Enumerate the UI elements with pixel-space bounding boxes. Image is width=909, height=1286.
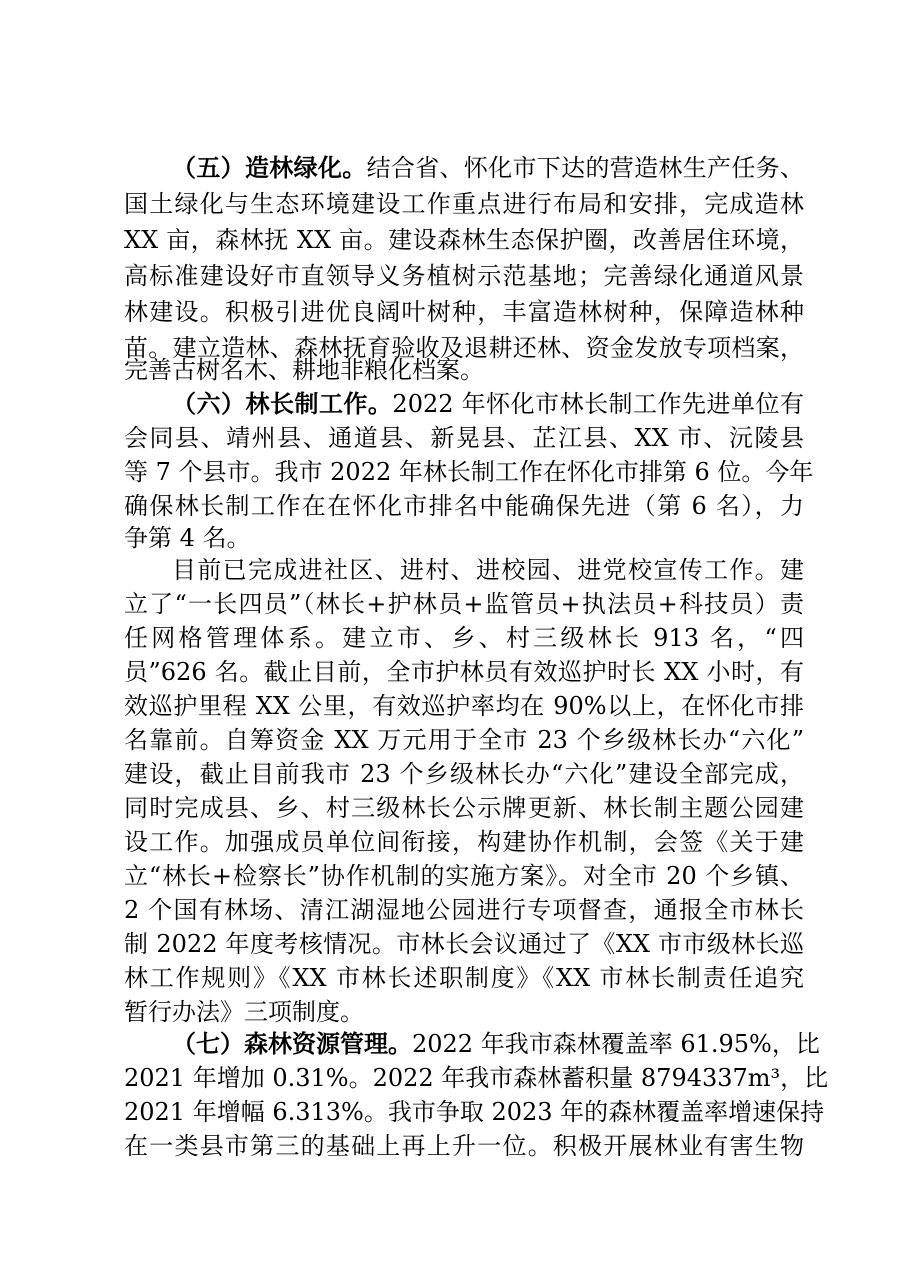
paragraph-progress-line-4: 员”626 名。截止目前，全市护林员有效巡护时长 XX 小时，有 bbox=[124, 658, 804, 686]
paragraph-7-line-2: 2021 年增加 0.31%。2022 年我市森林蓄积量 8794337m³，比 bbox=[124, 1064, 829, 1092]
paragraph-5-line-7: 完善古树名木、耕地非粮化档案。 bbox=[124, 356, 484, 384]
paragraph-5-heading: （五）造林绿化。 bbox=[172, 153, 367, 182]
paragraph-6-heading: （六）林长制工作。 bbox=[172, 389, 393, 418]
paragraph-progress-line-9: 设工作。加强成员单位间衔接，构建协作机制，会签《关于建 bbox=[124, 828, 804, 856]
paragraph-progress-line-10: 立“林长+检察长”协作机制的实施方案》。对全市 20 个乡镇、 bbox=[124, 862, 804, 890]
paragraph-5-line-6: 苗。建立造林、森林抚育验收及退耕还林、资金发放专项档案， bbox=[124, 334, 804, 362]
paragraph-5-line-4: 高标准建设好市直领导义务植树示范基地；完善绿化通道风景 bbox=[124, 262, 804, 290]
paragraph-6-line-3: 等 7 个县市。我市 2022 年林长制工作在怀化市排第 6 位。今年 bbox=[124, 458, 814, 486]
paragraph-7-line-1 bbox=[172, 1026, 820, 1062]
paragraph-7-line-3: 2021 年增幅 6.313%。我市争取 2023 年的森林覆盖率增速保持 bbox=[124, 1098, 825, 1126]
paragraph-6-line-4: 确保林长制工作在在怀化市排名中能确保先进（第 6 名），力 bbox=[124, 492, 804, 520]
paragraph-6-line-2: 会同县、靖州县、通道县、新晃县、芷江县、XX 市、沅陵县 bbox=[124, 424, 804, 452]
paragraph-6-line-1 bbox=[172, 386, 804, 422]
paragraph-7-text: 2022 年我市森林覆盖率 61.95%，比 bbox=[412, 1030, 820, 1058]
paragraph-5-line-2: 国土绿化与生态环境建设工作重点进行布局和安排，完成造林 bbox=[124, 190, 804, 218]
paragraph-progress-line-12: 制 2022 年度考核情况。市林长会议通过了《XX 市市级林长巡 bbox=[124, 930, 804, 958]
paragraph-5-line-3: XX 亩，森林抚 XX 亩。建设森林生态保护圈，改善居住环境， bbox=[124, 226, 804, 254]
paragraph-5-line-5: 林建设。积极引进优良阔叶树种，丰富造林树种，保障造林种 bbox=[124, 298, 804, 326]
paragraph-progress-line-8: 同时完成县、乡、村三级林长公示牌更新、林长制主题公园建 bbox=[124, 794, 804, 822]
paragraph-progress-line-11: 2 个国有林场、清江湖湿地公园进行专项督查，通报全市林长 bbox=[124, 896, 804, 924]
paragraph-progress-line-3: 任网格管理体系。建立市、乡、村三级林长 913 名，“四 bbox=[124, 624, 804, 652]
paragraph-progress-line-6: 名靠前。自筹资金 XX 万元用于全市 23 个乡级林长办“六化” bbox=[124, 726, 804, 754]
paragraph-6-line-5: 争第 4 名。 bbox=[124, 524, 251, 552]
paragraph-progress-line-14: 暂行办法》三项制度。 bbox=[124, 998, 364, 1026]
paragraph-progress-line-13: 林工作规则》《XX 市林长述职制度》《XX 市林长制责任追究 bbox=[124, 964, 804, 992]
paragraph-7-heading: （七）森林资源管理。 bbox=[172, 1029, 412, 1058]
paragraph-progress-line-7: 建设，截止目前我市 23 个乡级林长办“六化”建设全部完成， bbox=[124, 760, 804, 788]
paragraph-progress-line-1: 目前已完成进社区、进村、进校园、进党校宣传工作。建 bbox=[172, 556, 804, 584]
paragraph-5-line-1 bbox=[172, 150, 804, 186]
paragraph-progress-line-5: 效巡护里程 XX 公里，有效巡护率均在 90%以上，在怀化市排 bbox=[124, 692, 804, 720]
paragraph-7-line-4: 在一类县市第三的基础上再上升一位。积极开展林业有害生物 bbox=[124, 1132, 804, 1160]
paragraph-progress-line-2: 立了“一长四员”（林长+护林员+监管员+执法员+科技员）责 bbox=[124, 590, 804, 618]
paragraph-5-text: 结合省、怀化市下达的营造林生产任务、 bbox=[366, 154, 805, 182]
paragraph-6-text: 2022 年怀化市林长制工作先进单位有 bbox=[392, 390, 804, 418]
